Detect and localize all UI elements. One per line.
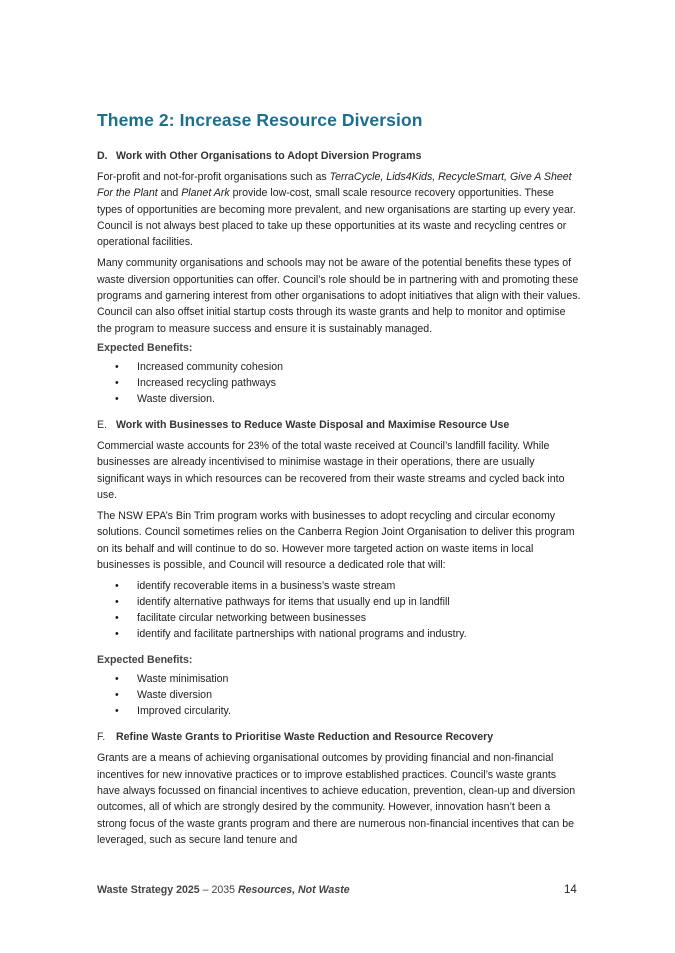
body-paragraph: [97, 750, 581, 848]
section-heading: [97, 419, 581, 431]
section-heading-text: Refine Waste Grants to Prioritise Waste Reduction and Resource Recovery: [116, 731, 494, 744]
list-item: • Waste minimisation: [97, 671, 581, 687]
section-letter: E.: [97, 418, 108, 431]
page-number: 14: [564, 884, 577, 896]
paragraph-text: For-profit and not-for-profit organisations such as: [97, 171, 330, 183]
body-paragraph: [97, 438, 581, 503]
paragraph-text: and: [157, 187, 182, 200]
paragraph-text: Grants are a means of achieving organisational outcomes by providing financial and non-financial incentives for new innovative practices or to improve established practices. Council’s waste grants have always focussed on financial incentives to achieve education, prevention, clean-up and diversion outcomes, all of which are strongly desired by the community. However, innovation hasn’t been a strong focus of the waste grants program and there are numerous non-financial incentives that can be leveraged, such as secure land tenure and: [97, 752, 576, 846]
section-letter: F.: [97, 731, 106, 744]
italic-text: TerraCycle, Lids4Kids, RecycleSmart, Give A Sheet For the Plant: [97, 171, 572, 200]
list-item: • Waste diversion.: [97, 391, 581, 407]
footer-title-italic: Resources, Not Waste: [237, 884, 350, 896]
list-item: • identify and facilitate partnerships with national programs and industry.: [97, 626, 581, 642]
sections-container: [97, 150, 581, 848]
list-item: • identify recoverable items in a business’s waste stream: [97, 578, 581, 594]
list-item: • Waste diversion: [97, 687, 581, 703]
footer-title-bold: Waste Strategy 2025: [97, 884, 203, 896]
expected-benefits-label: Expected Benefits:: [97, 654, 193, 667]
section-heading-text: Work with Businesses to Reduce Waste Disposal and Maximise Resource Use: [116, 418, 510, 431]
theme-title: Theme 2: Increase Resource Diversion: [97, 110, 423, 130]
expected-benefits-label: Expected Benefits:: [97, 341, 193, 354]
body-paragraph: [97, 508, 581, 573]
section-heading-text: Work with Other Organisations to Adopt Diversion Programs: [116, 150, 422, 162]
section-letter: D.: [97, 150, 108, 162]
paragraph-text: Commercial waste accounts for 23% of the total waste received at Council’s landfill facility. While businesses are already incentivised to minimise wastage in their operations, there are usually significant ways in which resources can be recovered from their waste streams and cycled back into use.: [97, 439, 565, 501]
footer-title: [97, 884, 350, 896]
list-item: • Increased recycling pathways: [97, 375, 581, 391]
bullet-list: [97, 578, 581, 642]
footer-title-plain: – 2035: [202, 884, 238, 896]
body-paragraph: [97, 255, 581, 336]
list-item: • identify alternative pathways for items that usually end up in landfill: [97, 594, 581, 610]
page-content: [97, 110, 581, 853]
list-item: • Increased community cohesion: [97, 359, 581, 375]
list-item: • facilitate circular networking between businesses: [97, 610, 581, 626]
bullet-list: [97, 359, 581, 407]
paragraph-text: The NSW EPA’s Bin Trim program works with businesses to adopt recycling and circular economy solutions. Council sometimes relies on the Canberra Region Joint Organisation to deliver this program on its behalf and will continue to do so. However more targeted action on waste items in local businesses is possible, and Council will resource a dedicated role that will:: [97, 510, 575, 572]
bullet-list: [97, 671, 581, 719]
section-heading: [97, 731, 581, 743]
italic-text: Planet Ark: [181, 187, 230, 200]
body-paragraph: [97, 169, 581, 250]
paragraph-text: provide low-cost, small scale resource recovery opportunities. These types of opportunities are becoming more prevalent, and new organisations are starting up every year. Council is not always best placed to take up these opportunities at its waste and recycling centres or operational facilities.: [97, 187, 576, 249]
section-heading: [97, 150, 581, 162]
list-item: • Improved circularity.: [97, 703, 581, 719]
paragraph-text: Many community organisations and schools may not be aware of the potential benefits these types of waste diversion opportunities can offer. Council’s role should be in partnering with and promoting these programs and garnering interest from other organisations to adopt initiatives that align with their values. Council can also offset initial startup costs through its waste grants and help to monitor and optimise the program to measure success and ensure it is sustainably managed.: [97, 257, 581, 335]
